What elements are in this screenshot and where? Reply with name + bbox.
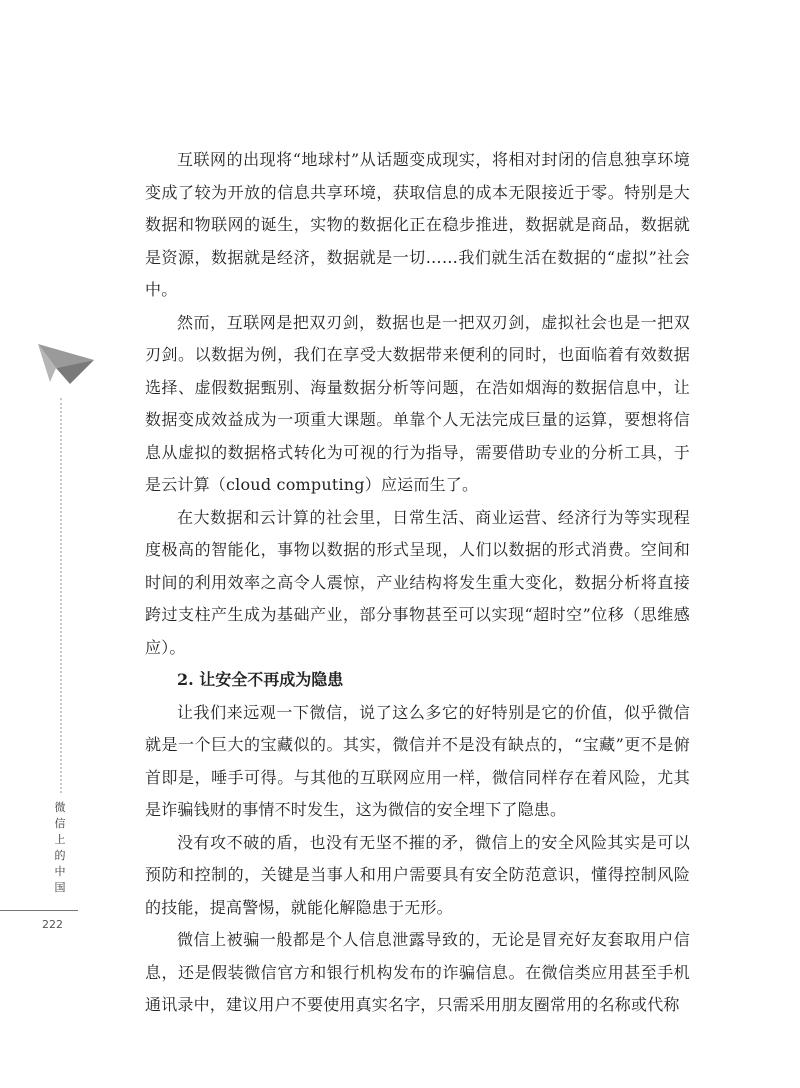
paragraph: 让我们来远观一下微信，说了这么多它的好特别是它的价值，似乎微信就是一个巨大的宝藏似的。其实，微信并不是没有缺点的，“宝藏”更不是俯首即是，唾手可得。与其他的互联网应用一样，微信同样存在着风险，尤其是诈骗钱财的事情不时发生，这为微信的安全埋下了隐患。 bbox=[145, 702, 690, 819]
paper-plane-icon bbox=[36, 338, 96, 388]
paragraph: 互联网的出现将“地球村”从话题变成现实，将相对封闭的信息独享环境变成了较为开放的信息共享环境，获取信息的成本无限接近于零。特别是大数据和物联网的诞生，实物的数据化正在稳步推进，数据就是商品，数据就是资源，数据就是经济，数据就是一切……我们就生活在数据的“虚拟”社会中。 bbox=[145, 150, 690, 299]
margin-dotted-line bbox=[60, 398, 62, 793]
running-book-title: 微信上的中国 bbox=[54, 801, 66, 894]
section-heading: 2. 让安全不再成为隐患 bbox=[177, 670, 344, 689]
body-text bbox=[145, 144, 690, 1022]
paragraph: 在大数据和云计算的社会里，日常生活、商业运营、经济行为等实现程度极高的智能化，事物以数据的形式呈现，人们以数据的形式消费。空间和时间的利用效率之高令人震惊，产业结构将发生重大变化，数据分析将直接跨过支柱产生成为基础产业，部分事物甚至可以实现“超时空”位移（思维感应）。 bbox=[145, 507, 690, 657]
paragraph: 然而，互联网是把双刃剑，数据也是一把双刃剑，虚拟社会也是一把双刃剑。以数据为例，我们在享受大数据带来便利的同时，也面临着有效数据选择、虚假数据甄别、海量数据分析等问题，在浩如烟海的数据信息中，让数据变成效益成为一项重大课题。单靠个人无法完成巨量的运算，要想将信息从虚拟的数据格式转化为可视的行为指导，需要借助专业的分析工具，于是云计算（cloud computing）应运而生了。 bbox=[145, 312, 690, 494]
paragraph: 没有攻不破的盾，也没有无坚不摧的矛，微信上的安全风险其实是可以预防和控制的，关键是当事人和用户需要具有安全防范意识，懂得控制风险的技能，提高警惕，就能化解隐患于无形。 bbox=[145, 832, 690, 917]
page-number: 222 bbox=[42, 918, 63, 931]
paragraph: 微信上被骗一般都是个人信息泄露导致的，无论是冒充好友套取用户信息，还是假装微信官方和银行机构发布的诈骗信息。在微信类应用甚至手机通讯录中，建议用户不要使用真实名字，只需采用朋友圈常用的名称或代称 bbox=[145, 930, 690, 1014]
page-number-rule bbox=[0, 910, 78, 911]
